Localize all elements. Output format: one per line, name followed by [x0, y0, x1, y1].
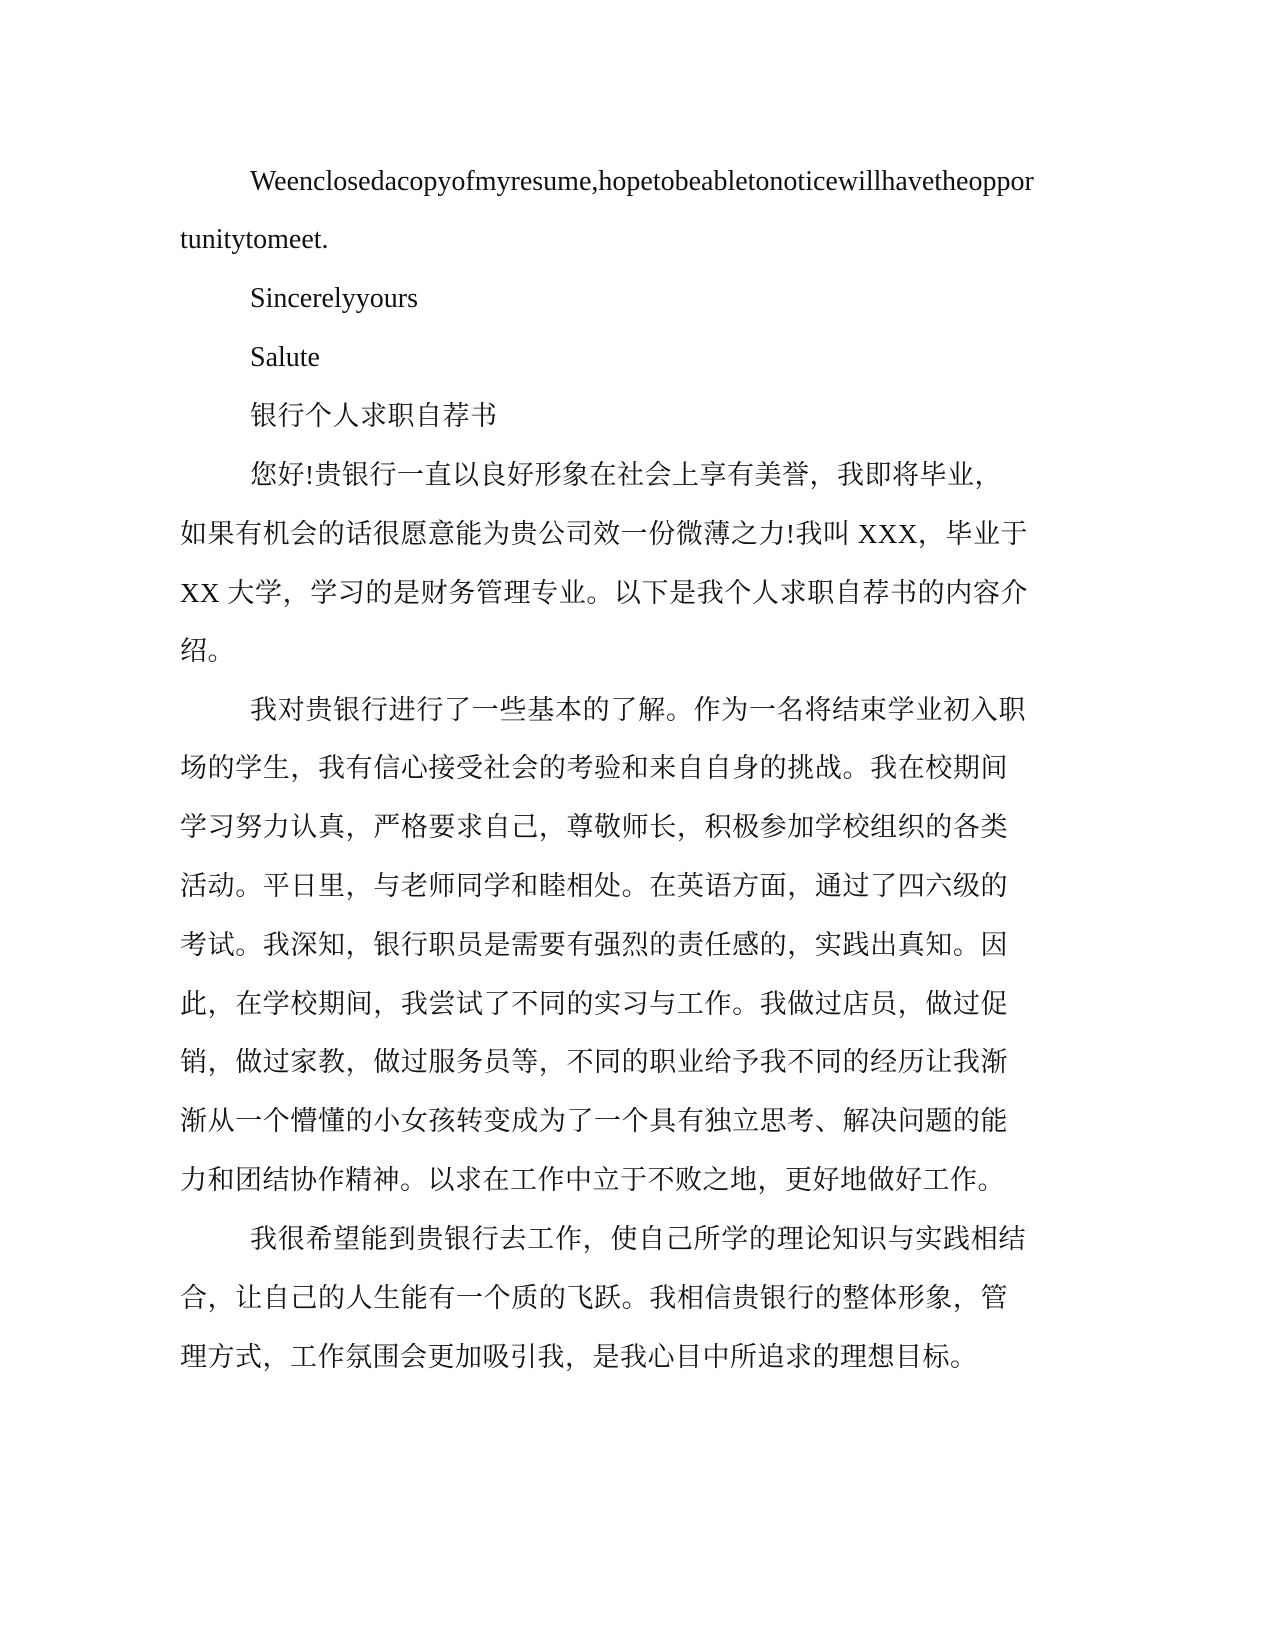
body-text: 销，做过家教，做过服务员等，不同的职业给予我不同的经历让我渐 [180, 1047, 1008, 1077]
section-title-text: 银行个人求职自荐书 [250, 401, 498, 431]
para2-line-6 [180, 986, 1008, 1022]
para2-line-8 [180, 1103, 1008, 1139]
body-text: Weenclosedacopyofmyresume,hopetobeabletonoticewillhavetheoppor [250, 166, 1034, 197]
body-text: 渐从一个懵懂的小女孩转变成为了一个具有独立思考、解决问题的能 [180, 1106, 1008, 1136]
para2-line-4 [180, 868, 1008, 904]
body-text: XX 大学，学习的是财务管理专业。以下是我个人求职自荐书的内容介 [180, 578, 1028, 608]
closing-text: Sincerelyyours [250, 283, 418, 314]
section-title [250, 398, 498, 434]
para3-line-2 [180, 1280, 1008, 1316]
para3-line-3 [180, 1339, 978, 1375]
body-text: tunitytomeet. [180, 224, 329, 255]
para2-line-5 [180, 927, 1008, 963]
closing-line [250, 281, 418, 317]
body-text: 如果有机会的话很愿意能为贵公司效一份微薄之力!我叫 XXX，毕业于 [180, 519, 1028, 549]
body-line-1 [250, 164, 1034, 200]
salute-line [250, 340, 320, 376]
salute-text: Salute [250, 342, 320, 373]
para2-line-3 [180, 809, 1008, 845]
body-text: 此，在学校期间，我尝试了不同的实习与工作。我做过店员，做过促 [180, 989, 1008, 1019]
body-text: 我很希望能到贵银行去工作，使自己所学的理论知识与实践相结 [250, 1224, 1026, 1254]
body-text: 力和团结协作精神。以求在工作中立于不败之地，更好地做好工作。 [180, 1165, 1005, 1195]
para1-line-2 [180, 516, 1028, 552]
body-text: 理方式，工作氛围会更加吸引我，是我心目中所追求的理想目标。 [180, 1342, 978, 1372]
body-text: 绍。 [180, 636, 235, 666]
para2-line-2 [180, 750, 1008, 786]
body-text: 学习努力认真，严格要求自己，尊敬师长，积极参加学校组织的各类 [180, 812, 1008, 842]
body-text: 考试。我深知，银行职员是需要有强烈的责任感的，实践出真知。因 [180, 930, 1008, 960]
body-text: 您好!贵银行一直以良好形象在社会上享有美誉，我即将毕业， [250, 460, 1002, 490]
para2-line-7 [180, 1044, 1008, 1080]
para3-line-1 [250, 1221, 1026, 1257]
para1-line-3 [180, 575, 1028, 611]
body-text: 我对贵银行进行了一些基本的了解。作为一名将结束学业初入职 [250, 695, 1026, 725]
body-text: 场的学生，我有信心接受社会的考验和来自自身的挑战。我在校期间 [180, 753, 1008, 783]
body-line-2 [180, 222, 329, 258]
para2-line-1 [250, 692, 1026, 728]
para2-line-9 [180, 1162, 1005, 1198]
para1-line-1 [250, 457, 1002, 493]
body-text: 合，让自己的人生能有一个质的飞跃。我相信贵银行的整体形象，管 [180, 1283, 1008, 1313]
body-text: 活动。平日里，与老师同学和睦相处。在英语方面，通过了四六级的 [180, 871, 1008, 901]
para1-line-4 [180, 633, 235, 669]
